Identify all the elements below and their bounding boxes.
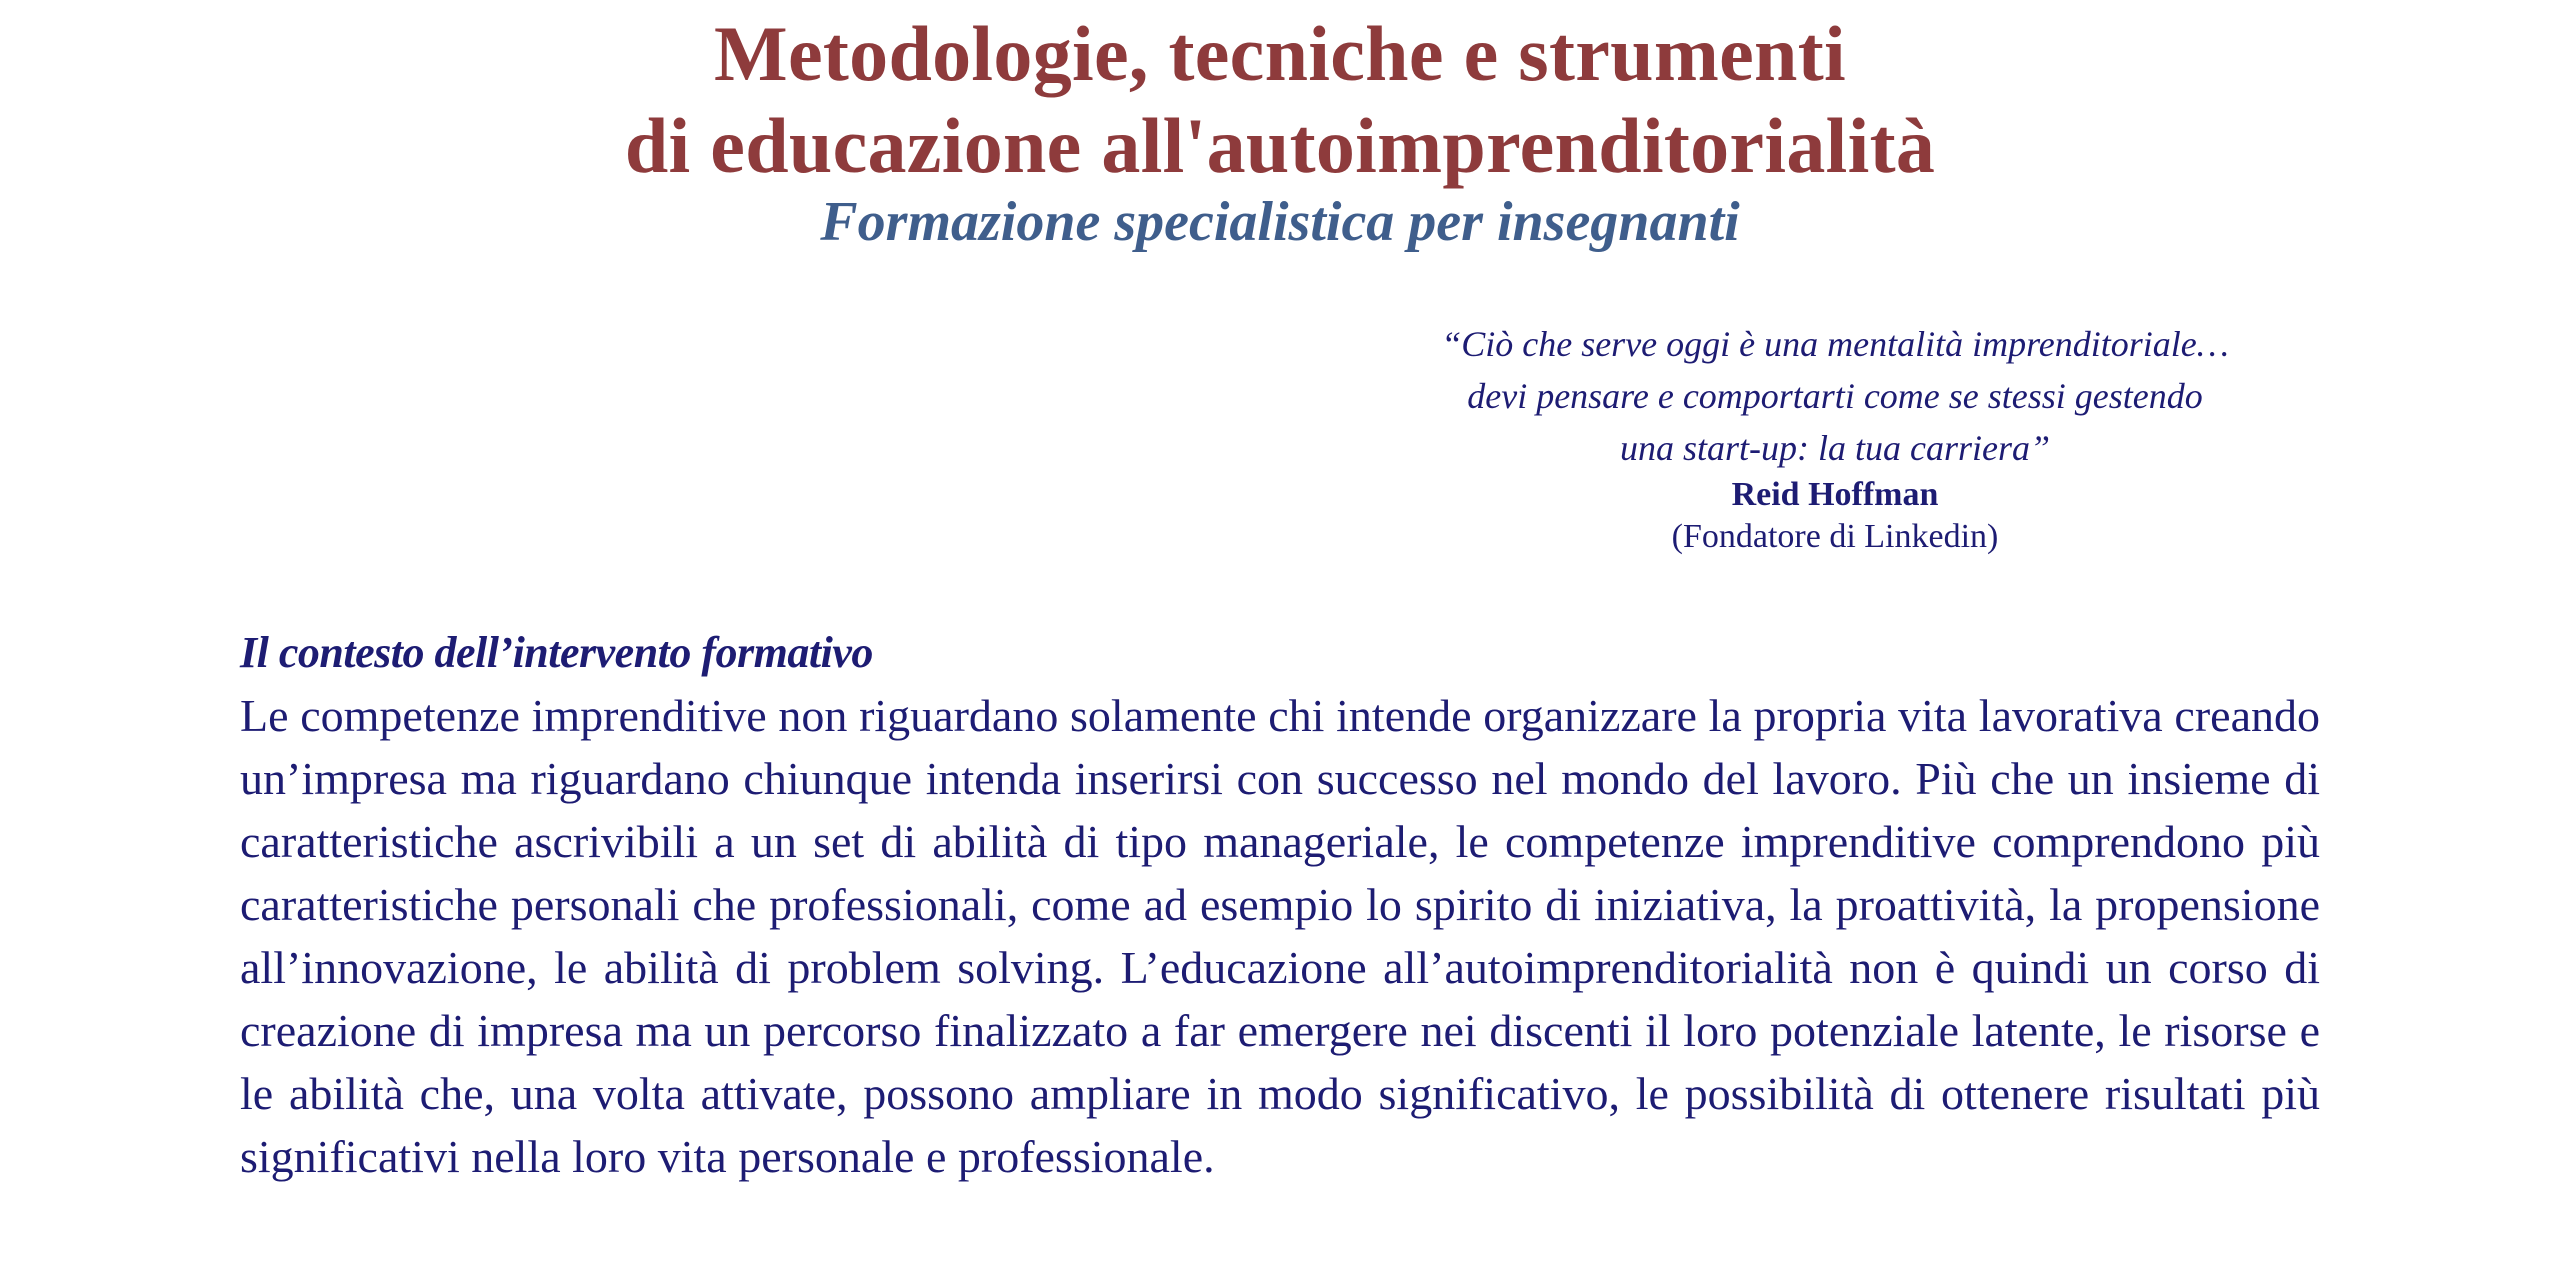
title-line-1: Metodologie, tecniche e strumenti	[714, 10, 1846, 97]
title-line-2: di educazione all'autoimprenditorialità	[624, 102, 1936, 189]
document-header	[0, 8, 2560, 254]
quote-author-role: (Fondatore di Linkedin)	[1671, 518, 1999, 555]
subtitle: Formazione specialistica per insegnanti	[820, 191, 1740, 253]
quote-line-3: una start-up: la tua carriera”	[1619, 428, 2050, 468]
epigraph-quote	[1330, 318, 2340, 558]
section-heading: Il contesto dell’intervento formativo	[240, 628, 873, 677]
section-body-paragraph: Le competenze imprenditive non riguardano solamente chi intende organizzare la propria vita lavorativa creando un’impresa ma riguardano chiunque intenda inserirsi con successo nel mondo del lavoro. Più che un insieme di caratteristiche ascrivibili a un set di abilità di tipo manageriale, le competenze imprenditive comprendono più caratteristiche personali che professionali, come ad esempio lo spirito di iniziativa, la proattività, la propensione all’innovazione, le abilità di problem solving. L’educazione all’autoimprenditorialità non è quindi un corso di creazione di impresa ma un percorso finalizzato a far emergere nei discenti il loro potenziale latente, le risorse e le abilità che, una volta attivate, possono ampliare in modo significativo, le possibilità di ottenere risultati più significativi nella loro vita personale e professionale.	[240, 690, 2320, 1182]
quote-line-2: devi pensare e comportarti come se stessi gestendo	[1467, 376, 2203, 416]
context-section	[240, 622, 2320, 1188]
quote-author: Reid Hoffman	[1731, 476, 1939, 513]
quote-line-1: “Ciò che serve oggi è una mentalità imprenditoriale…	[1441, 324, 2229, 364]
